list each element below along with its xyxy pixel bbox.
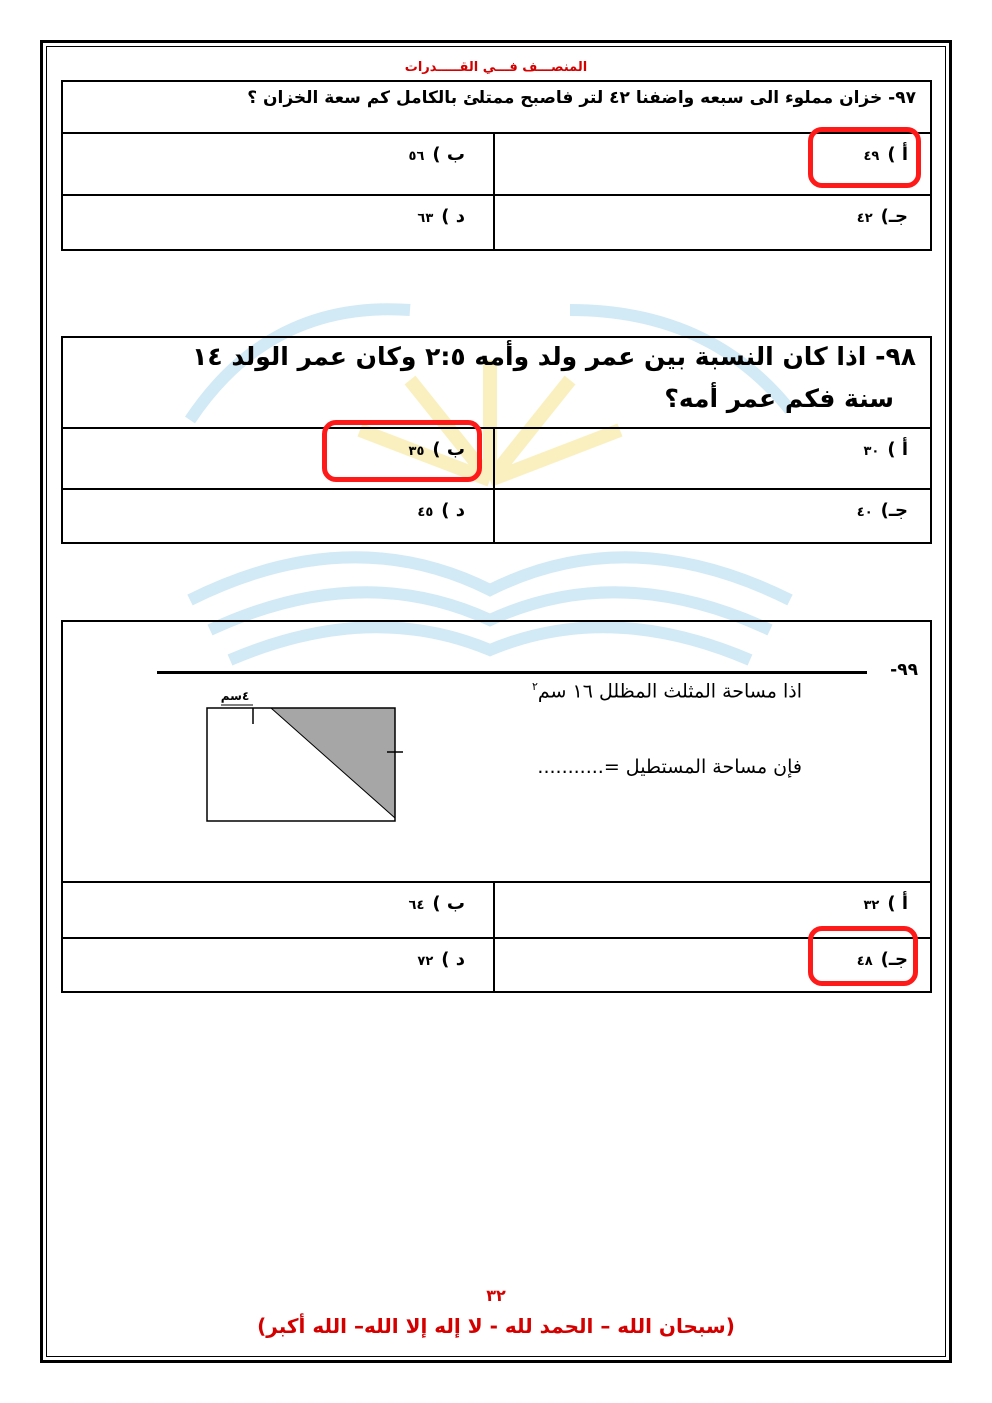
option-d-label: د ) — [441, 500, 465, 521]
options-row-2 — [63, 488, 930, 542]
answer-circle-99 — [808, 926, 918, 986]
option-a-label: أ ) — [887, 439, 908, 460]
question-97 — [61, 80, 932, 251]
option-b-label: ب ) — [432, 439, 465, 460]
options-row-1 — [63, 881, 930, 937]
option-c[interactable] — [495, 490, 930, 542]
option-c-value: ٤٢ — [856, 211, 873, 226]
option-c-value: ٤٠ — [856, 505, 873, 520]
option-d-label: د ) — [441, 949, 465, 970]
answer-circle-97 — [808, 127, 921, 188]
option-d[interactable] — [63, 939, 495, 991]
option-c[interactable] — [495, 196, 930, 249]
option-b-value: ٦٤ — [408, 898, 425, 913]
options-row-1 — [63, 132, 930, 194]
footer-text: (سبحان الله – الحمد لله - لا إله إلا الله– الله أكبر) — [257, 1314, 735, 1338]
option-c-label: جـ) — [880, 500, 908, 521]
option-b[interactable] — [63, 883, 495, 937]
option-b-label: ب ) — [432, 144, 465, 165]
option-a-label: أ ) — [887, 144, 908, 165]
option-d-label: د ) — [441, 206, 465, 227]
option-b-value: ٣٥ — [408, 444, 425, 459]
option-a-value: ٣٠ — [863, 444, 880, 459]
option-c-value: ٤٨ — [856, 954, 873, 969]
shaded-triangle — [271, 708, 395, 818]
option-d-value: ٦٣ — [417, 211, 434, 226]
rectangle-diagram — [201, 684, 413, 824]
option-d[interactable] — [63, 490, 495, 542]
question-98-line2: سنة فكم عمر أمه؟ — [664, 384, 894, 413]
question-99-line1-text: اذا مساحة المثلث المظلل ١٦ سم — [537, 680, 802, 703]
answer-circle-98 — [322, 420, 482, 482]
option-c-label: جـ) — [880, 949, 908, 970]
options-row-2 — [63, 937, 930, 991]
options-row-2 — [63, 194, 930, 249]
option-d-value: ٧٢ — [417, 954, 434, 969]
option-b-value: ٥٦ — [408, 149, 425, 164]
option-d[interactable] — [63, 196, 495, 249]
question-99-line1 — [532, 680, 802, 702]
question-99 — [61, 620, 932, 993]
option-c-label: جـ) — [880, 206, 908, 227]
option-d-value: ٤٥ — [417, 505, 434, 520]
page-number: ٣٢ — [486, 1286, 506, 1305]
dimension-label: ٤سم — [220, 689, 250, 703]
question-99-line2: فإن مساحة المستطيل =........... — [537, 756, 802, 778]
question-97-text: ٩٧- خزان مملوء الى سبعه واضفنا ٤٢ لتر فاصبح ممتلئ بالكامل كم سعة الخزان ؟ — [247, 88, 916, 108]
question-98-line1: ٩٨- اذا كان النسبة بين عمر ولد وأمه ٢:٥ وكان عمر الولد ١٤ — [192, 342, 916, 371]
options-row-1 — [63, 427, 930, 488]
question-98 — [61, 336, 932, 544]
unit-superscript: ٢ — [531, 680, 538, 693]
question-99-number: ٩٩- — [890, 660, 918, 680]
question-99-rule — [157, 671, 867, 674]
option-b-label: ب ) — [432, 893, 465, 914]
page-header: المنصـــف فـــي القـــــدرات — [404, 60, 588, 75]
option-a[interactable] — [495, 429, 930, 488]
option-a-value: ٤٩ — [863, 149, 880, 164]
option-a-value: ٣٢ — [863, 898, 880, 913]
option-a-label: أ ) — [887, 893, 908, 914]
option-b[interactable] — [63, 134, 495, 194]
